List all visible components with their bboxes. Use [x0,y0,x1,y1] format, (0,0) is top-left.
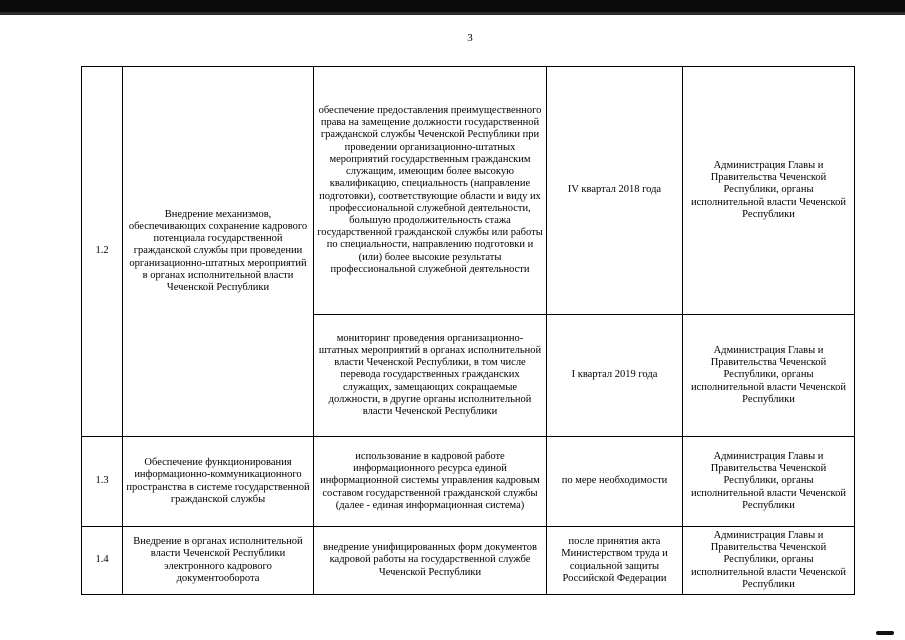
action-content: внедрение унифицированных форм документов кадровой работы на государственной службе Чеченской Республики [314,527,547,595]
table-row [82,67,855,315]
measure-name: Внедрение механизмов, обеспечивающих сохранение кадрового потенциала государственной гражданской службы при проведении организационно-штатных мероприятий в органах исполнительной власти Чеченской Республики [123,67,314,437]
action-content: использование в кадровой работе информационного ресурса единой информационной системы управления кадровым составом государственной гражданской службы (далее - единая информационная система) [314,437,547,527]
scan-top-border-shadow [0,12,905,15]
action-deadline: IV квартал 2018 года [547,67,683,315]
table-row [82,437,855,527]
action-responsible: Администрация Главы и Правительства Чеченской Республики, органы исполнительной власти Чеченской Республики [683,437,855,527]
item-number: 1.2 [82,67,123,437]
action-content: обеспечение предоставления преимущественного права на замещение должности государственной гражданской службы Чеченской Республики при проведении организационно-штатных мероприятий государственным гражданским служащим, имеющим более высокую квалификацию, специальность (направление подготовки), соответствующие области и виду их профессиональной служебной деятельности, большую продолжительность стажа государственной гражданской службы или работы по специальности, направлению подготовки и (или) более высокие результаты профессиональной служебной деятельности [314,67,547,315]
measure-name: Внедрение в органах исполнительной власти Чеченской Республики электронного кадрового документооборота [123,527,314,595]
measure-name: Обеспечение функционирования информационно-коммуникационного пространства в системе государственной гражданской службы [123,437,314,527]
scan-top-border [0,0,905,12]
action-deadline: по мере необходимости [547,437,683,527]
item-number: 1.3 [82,437,123,527]
action-responsible: Администрация Главы и Правительства Чеченской Республики, органы исполнительной власти Чеченской Республики [683,527,855,595]
action-deadline: после принятия акта Министерством труда и социальной защиты Российской Федерации [547,527,683,595]
page-number: 3 [467,32,473,44]
action-responsible: Администрация Главы и Правительства Чеченской Республики, органы исполнительной власти Чеченской Республики [683,315,855,437]
scan-artifact [876,631,894,635]
table-row [82,527,855,595]
measures-table [81,66,855,595]
action-responsible: Администрация Главы и Правительства Чеченской Республики, органы исполнительной власти Чеченской Республики [683,67,855,315]
item-number: 1.4 [82,527,123,595]
action-deadline: I квартал 2019 года [547,315,683,437]
action-content: мониторинг проведения организационно-штатных мероприятий в органах исполнительной власти Чеченской Республики, в том числе перевода государственных гражданских служащих, замещающих сокращаемые должности, в другие органы исполнительной власти Чеченской Республики [314,315,547,437]
